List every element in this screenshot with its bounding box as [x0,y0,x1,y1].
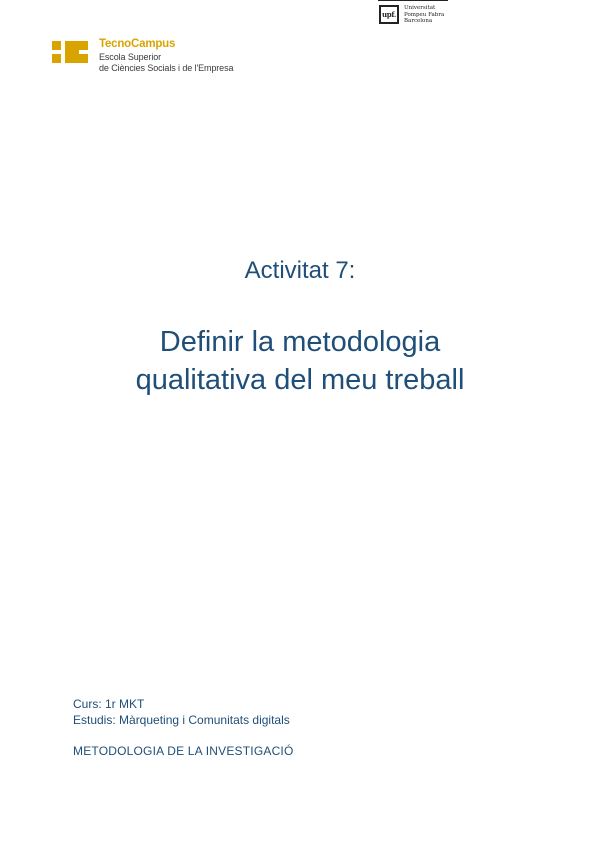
upf-logo-line-3: Barcelona [404,18,433,24]
document-title-line-1: Definir la metodologia [159,326,441,358]
upf-logo-text [404,5,444,25]
tecnocampus-subtitle-2: de Ciències Socials i de l'Empresa [99,63,234,73]
upf-logo-line-2: Pompeu Fabra [404,11,445,18]
upf-logo [378,0,452,30]
course-info: Curs: 1r MKT [73,697,145,711]
upf-logo-line-1: Universitat [404,5,436,11]
tecnocampus-subtitle-1: Escola Superior [99,52,162,62]
tecnocampus-logo-icon [52,41,90,65]
subject-name: METODOLOGIA DE LA INVESTIGACIÓ [73,744,294,758]
activity-title: Activitat 7: [244,257,356,284]
upf-logo-mark: upf. [379,5,399,24]
document-title-line-2: qualitativa del meu treball [135,364,465,396]
tecnocampus-logo [52,38,272,80]
studies-info: Estudis: Màrqueting i Comunitats digitals [73,713,290,727]
document-title [0,323,600,399]
tecnocampus-name: TecnoCampus [99,38,176,50]
upf-logo-rule [378,0,448,1]
